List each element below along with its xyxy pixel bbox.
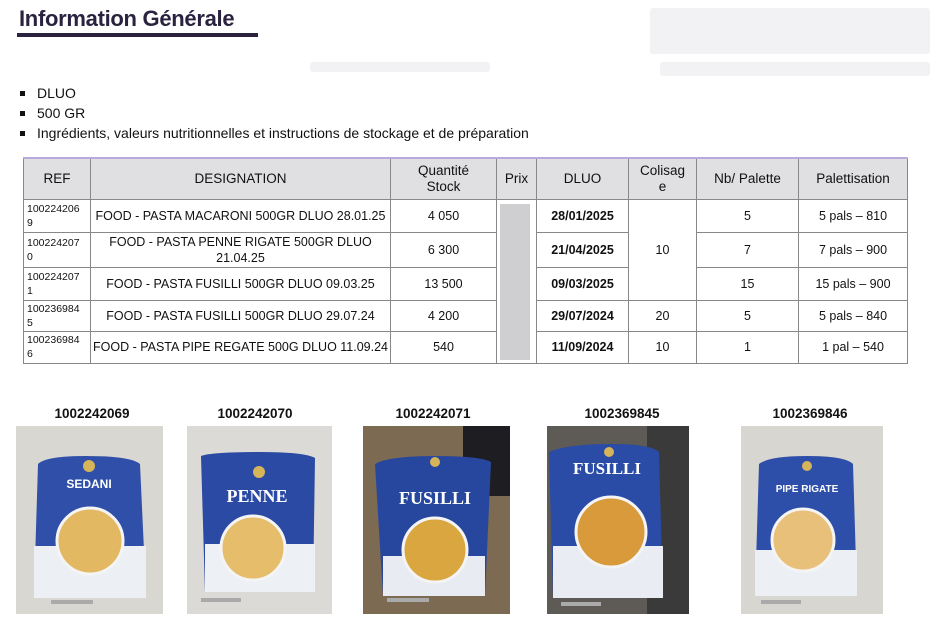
cell-quantite: 540 <box>391 331 497 363</box>
pasta-window <box>576 497 646 567</box>
bag-brand-text: PIPE RIGATE <box>775 484 839 495</box>
col-header-colisage-l2: e <box>658 178 667 194</box>
product-code-label: 1002242071 <box>395 406 471 421</box>
product-photo <box>547 426 689 614</box>
table-header-row <box>24 158 908 199</box>
ref-part: 9 <box>27 216 33 229</box>
col-header-designation: DESIGNATION <box>91 158 391 199</box>
cell-ref <box>24 300 91 331</box>
product-photo <box>16 426 163 614</box>
cell-colisage: 10 <box>629 199 697 300</box>
cell-quantite: 13 500 <box>391 267 497 300</box>
cell-nb-palette: 5 <box>697 199 799 232</box>
info-bullet-list <box>18 83 529 143</box>
ref-part: 100224207 <box>27 270 80 283</box>
bag-brand-text: SEDANI <box>66 477 112 491</box>
pasta-window <box>221 516 285 580</box>
col-header-nb-palette: Nb/ Palette <box>697 158 799 199</box>
cell-ref <box>24 199 91 232</box>
scan-artifact <box>660 62 930 76</box>
product-code-label: 1002242069 <box>54 406 130 421</box>
product-code-label: 1002369846 <box>772 406 848 421</box>
cell-dluo: 28/01/2025 <box>537 199 629 232</box>
col-header-ref: REF <box>24 158 91 199</box>
bag-brand-text: PENNE <box>226 486 288 506</box>
cell-palettisation: 7 pals – 900 <box>799 232 908 267</box>
cell-palettisation: 5 pals – 810 <box>799 199 908 232</box>
ref-part: 100236984 <box>27 302 80 315</box>
cell-ref <box>24 331 91 363</box>
cell-dluo: 21/04/2025 <box>537 232 629 267</box>
table-row <box>24 331 908 363</box>
bullet-item: DLUO <box>18 83 529 103</box>
ref-part: 6 <box>27 348 33 360</box>
cell-designation: FOOD - PASTA FUSILLI 500GR DLUO 09.03.25 <box>91 267 391 300</box>
table-row <box>24 267 908 300</box>
cell-designation: FOOD - PASTA MACARONI 500GR DLUO 28.01.25 <box>91 199 391 232</box>
cell-palettisation: 15 pals – 900 <box>799 267 908 300</box>
table-row <box>24 199 908 232</box>
product-photo <box>741 426 883 614</box>
cell-ref <box>24 232 91 267</box>
pasta-window <box>57 508 123 574</box>
cell-designation: FOOD - PASTA FUSILLI 500GR DLUO 29.07.24 <box>91 300 391 331</box>
pasta-window <box>772 509 834 571</box>
bag-brand-text: FUSILLI <box>398 488 472 508</box>
table-row <box>24 300 908 331</box>
cell-ref <box>24 267 91 300</box>
col-header-quantite-l2: Stock <box>426 178 461 194</box>
col-header-quantite-l1: Quantité <box>417 162 470 178</box>
product-table <box>23 157 908 364</box>
cell-colisage: 10 <box>629 331 697 363</box>
col-header-dluo: DLUO <box>537 158 629 199</box>
cell-nb-palette: 15 <box>697 267 799 300</box>
col-header-quantite <box>391 158 497 199</box>
cell-colisage: 20 <box>629 300 697 331</box>
cell-quantite: 6 300 <box>391 232 497 267</box>
table-row <box>24 232 908 267</box>
cell-palettisation: 1 pal – 540 <box>799 331 908 363</box>
cell-nb-palette: 7 <box>697 232 799 267</box>
cell-designation: FOOD - PASTA PENNE RIGATE 500GR DLUO 21.04.25 <box>91 232 391 267</box>
cell-dluo: 11/09/2024 <box>537 331 629 363</box>
ref-part: 1 <box>27 284 33 297</box>
product-photo <box>363 426 510 614</box>
bag-brand-text: FUSILLI <box>572 459 642 478</box>
ref-part: 5 <box>27 316 33 329</box>
scan-artifact <box>650 8 930 54</box>
prix-redaction-bar <box>500 204 530 360</box>
product-code-label: 1002242070 <box>217 406 293 421</box>
title-underline <box>17 33 258 37</box>
col-header-palettisation: Palettisation <box>799 158 908 199</box>
ref-part: 100236984 <box>27 334 80 346</box>
ref-part: 0 <box>27 250 33 263</box>
cell-quantite: 4 050 <box>391 199 497 232</box>
page-title: Information Générale <box>19 6 235 31</box>
col-header-prix: Prix <box>497 158 537 199</box>
scan-artifact <box>310 62 490 72</box>
cell-designation: FOOD - PASTA PIPE REGATE 500G DLUO 11.09.24 <box>91 331 391 363</box>
product-photo <box>187 426 332 614</box>
pasta-window <box>403 518 467 582</box>
col-header-colisage-l1: Colisag <box>639 162 686 178</box>
cell-quantite: 4 200 <box>391 300 497 331</box>
ref-part: 100224206 <box>27 202 80 215</box>
col-header-colisage <box>629 158 697 199</box>
cell-nb-palette: 1 <box>697 331 799 363</box>
cell-dluo: 29/07/2024 <box>537 300 629 331</box>
cell-palettisation: 5 pals – 840 <box>799 300 908 331</box>
bullet-item: Ingrédients, valeurs nutritionnelles et instructions de stockage et de préparation <box>18 123 529 143</box>
cell-dluo: 09/03/2025 <box>537 267 629 300</box>
ref-part: 100224207 <box>27 236 80 249</box>
bullet-item: 500 GR <box>18 103 529 123</box>
cell-nb-palette: 5 <box>697 300 799 331</box>
product-code-label: 1002369845 <box>584 406 660 421</box>
